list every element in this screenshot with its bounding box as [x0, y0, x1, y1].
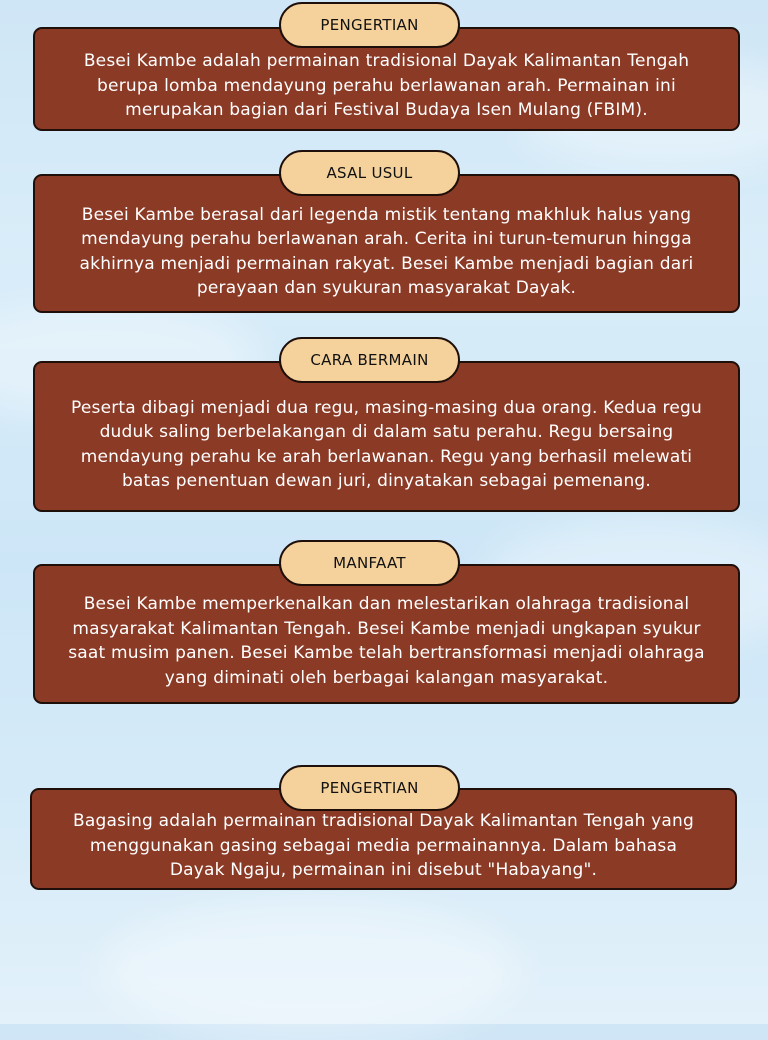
section-body-text: Besei Kambe adalah permainan tradisional Dayak Kalimantan Tengah berupa lomba mendayung perahu berlawanan arah. Permainan ini merupakan bagian dari Festival Budaya Isen Mulang (FBIM). [83, 51, 690, 121]
section-heading-pill [279, 540, 460, 586]
section-body-text: Peserta dibagi menjadi dua regu, masing-masing dua orang. Kedua regu duduk saling berbelakangan di dalam satu perahu. Regu bersaing mendayung perahu ke arah berlawanan. Regu yang berhasil melewati batas penentuan dewan juri, dinyatakan sebagai pemenang. [71, 397, 702, 491]
section-heading: PENGERTIAN [320, 779, 419, 797]
section-heading: MANFAAT [333, 554, 406, 572]
section-heading-pill [279, 2, 460, 48]
section-body-text: Besei Kambe memperkenalkan dan melestarikan olahraga tradisional masyarakat Kalimantan Tengah. Besei Kambe menjadi ungkapan syukur saat musim panen. Besei Kambe telah bertransformasi menjadi olahraga yang diminati oleh berbagai kalangan masyarakat. [68, 594, 705, 688]
section-body-text: Bagasing adalah permainan tradisional Dayak Kalimantan Tengah yang menggunakan gasing sebagai media permainannya. Dalam bahasa Dayak Ngaju, permainan ini disebut "Habayang". [73, 811, 694, 881]
section-heading: PENGERTIAN [320, 16, 419, 34]
section-content-box [33, 361, 740, 512]
section-heading: CARA BERMAIN [310, 351, 429, 369]
section-heading: ASAL USUL [326, 164, 413, 182]
section-heading-pill [279, 150, 460, 196]
section-heading-pill [279, 337, 460, 383]
background-cloud [100, 900, 520, 1040]
section-body-text: Besei Kambe berasal dari legenda mistik tentang makhluk halus yang mendayung perahu berlawanan arah. Cerita ini turun-temurun hingga akhirnya menjadi permainan rakyat. Besei Kambe menjadi bagian dari perayaan dan syukuran masyarakat Dayak. [79, 204, 694, 298]
section-heading-pill [279, 765, 460, 811]
